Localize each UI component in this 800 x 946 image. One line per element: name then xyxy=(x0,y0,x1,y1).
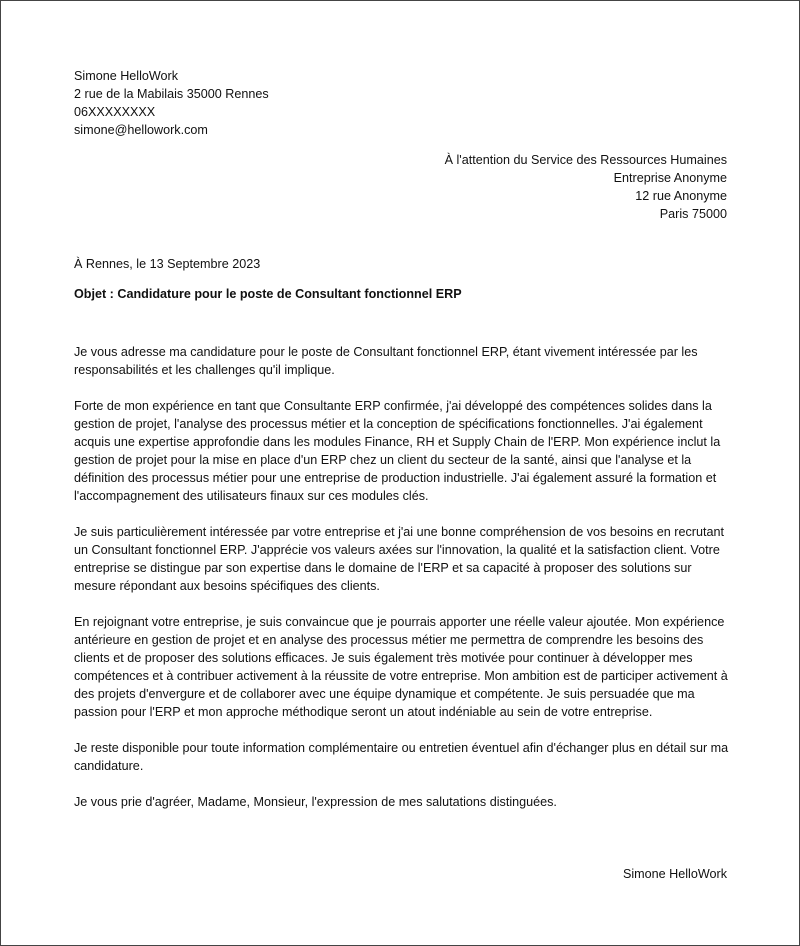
letter-subject: Objet : Candidature pour le poste de Consultant fonctionnel ERP xyxy=(74,287,462,301)
recipient-company: Entreprise Anonyme xyxy=(613,171,727,185)
body-paragraph: Je reste disponible pour toute information complémentaire ou entretien éventuel afin d'échanger plus en détail sur ma candidature. xyxy=(74,741,729,773)
body-paragraph: En rejoignant votre entreprise, je suis convaincue que je pourrais apporter une réelle valeur ajoutée. Mon expérience antérieure en gestion de projet et en analyse des processus métier me permettra de comprendre les besoins des clients et de proposer des solutions efficaces. Je suis également très motivée pour continuer à développer mes compétences et à contribuer activement à la réussite de votre entreprise. Mon ambition est de participer activement à des projets d'envergure et de collaborer avec une équipe dynamique et compétente. Je suis persuadée que ma passion pour l'ERP et mon approche méthodique seront un atout indéniable au sein de votre entreprise. xyxy=(74,615,728,719)
sender-email: simone@hellowork.com xyxy=(74,123,208,137)
body-paragraph: Je suis particulièrement intéressée par votre entreprise et j'ai une bonne compréhension de vos besoins en recrutant un Consultant fonctionnel ERP. J'apprécie vos valeurs axées sur l'innovation, la qualité et la satisfaction client. Votre entreprise se distingue par son expertise dans le domaine de l'ERP et sa capacité à proposer des solutions sur mesure répondant aux besoins spécifiques des clients. xyxy=(74,525,724,593)
body-paragraph: Forte de mon expérience en tant que Consultante ERP confirmée, j'ai développé des compétences solides dans la gestion de projet, l'analyse des processus métier et la conception de spécifications fonctionnelles. J'ai également acquis une expertise approfondie dans les modules Finance, RH et Supply Chain de l'ERP. Mon expérience inclut la gestion de projet pour la mise en place d'un ERP chez un client du secteur de la santé, ainsi que l'analyse et la définition des processus métier pour une entreprise de production industrielle. J'ai également assuré la formation et l'accompagnement des utilisateurs finaux sur ces modules clés. xyxy=(74,399,721,503)
signature: Simone HelloWork xyxy=(622,867,727,881)
recipient-block xyxy=(445,151,727,223)
sender-address: 2 rue de la Mabilais 35000 Rennes xyxy=(74,87,269,101)
letter-body xyxy=(74,343,734,829)
recipient-city: Paris 75000 xyxy=(659,207,727,221)
sender-phone: 06XXXXXXXX xyxy=(74,105,156,119)
recipient-street: 12 rue Anonyme xyxy=(635,189,727,203)
recipient-attention: À l'attention du Service des Ressources Humaines xyxy=(444,153,727,167)
sender-name: Simone HelloWork xyxy=(74,69,179,83)
closing-paragraph: Je vous prie d'agréer, Madame, Monsieur, l'expression de mes salutations distinguées. xyxy=(74,795,557,809)
sender-block xyxy=(74,67,269,139)
body-paragraph: Je vous adresse ma candidature pour le poste de Consultant fonctionnel ERP, étant vivement intéressée par les responsabilités et les challenges qu'il implique. xyxy=(74,345,698,377)
letter-date: À Rennes, le 13 Septembre 2023 xyxy=(74,257,261,271)
